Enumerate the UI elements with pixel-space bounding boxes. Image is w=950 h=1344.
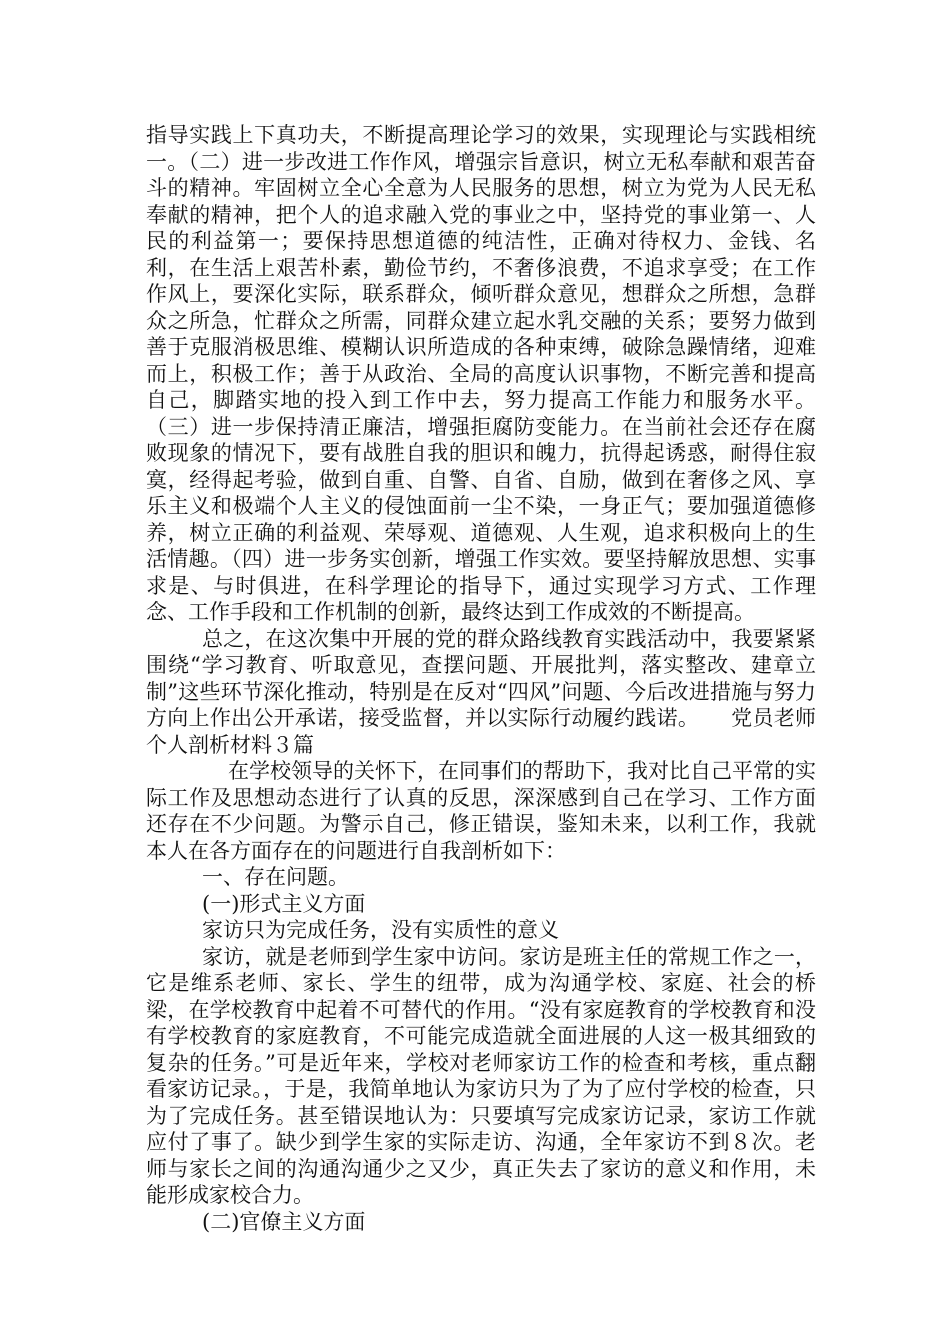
paragraph-3: 在学校领导的关怀下，在同事们的帮助下，我对比自己平常的实际工作及思想动态进行了认真的反思，深深感到自己在学习、工作方面还存在不少问题。为警示自己，修正错误，鉴知未来，以利工作，我就本人在各方面存在的问题进行自我剖析如下： [146, 759, 816, 863]
item-home-visit-title: 家访只为完成任务，没有实质性的意义 [202, 918, 559, 942]
paragraph-2: 总之，在这次集中开展的党的群众路线教育实践活动中，我要紧紧围绕“学习教育、听取意见，查摆问题、开展批判，落实整改、建章立制”这些环节深化推动，特别是在反对“四风”问题、今后改进措施与努力方向上作出公开承诺，接受监督，并以实际行动履约践诺。 党员老师个人剖析材料３篇 [146, 626, 816, 757]
subsection-heading-bureaucracy: (二)官僚主义方面 [202, 1209, 366, 1234]
subsection-heading-formalism: (一)形式主义方面 [202, 891, 366, 916]
section-heading-problems: 一、存在问题。 [202, 865, 349, 889]
paragraph-1: 指导实践上下真功夫，不断提高理论学习的效果，实现理论与实践相统一。（二）进一步改进工作作风，增强宗旨意识，树立无私奉献和艰苦奋斗的精神。牢固树立全心全意为人民服务的思想，树立为党为人民无私奉献的精神，把个人的追求融入党的事业之中，坚持党的事业第一、人民的利益第一；要保持思想道德的纯洁性，正确对待权力、金钱、名利，在生活上艰苦朴素，勤俭节约，不奢侈浪费，不追求享受；在工作作风上，要深化实际，联系群众，倾听群众意见，想群众之所想，急群众之所急，忙群众之所需，同群众建立起水乳交融的关系；要努力做到善于克服消极思维、模糊认识所造成的各种束缚，破除急躁情绪，迎难而上，积极工作；善于从政治、全局的高度认识事物，不断完善和提高自己，脚踏实地的投入到工作中去，努力提高工作能力和服务水平。（三）进一步保持清正廉洁，增强拒腐防变能力。在当前社会还存在腐败现象的情况下，要有战胜自我的胆识和魄力，抗得起诱惑，耐得住寂寞，经得起考验，做到自重、自警、自省、自励，做到在奢侈之风、享乐主义和极端个人主义的侵蚀面前一尘不染，一身正气；要加强道德修养，树立正确的利益观、荣辱观、道德观、人生观，追求积极向上的生活情趣。（四）进一步务实创新，增强工作实效。要坚持解放思想、实事求是、与时俱进，在科学理论的指导下，通过实现学习方式、工作理念、工作手段和工作机制的创新，最终达到工作成效的不断提高。 [146, 123, 816, 624]
document-body [146, 122, 816, 1235]
paragraph-home-visit: 家访，就是老师到学生家中访问。家访是班主任的常规工作之一，它是维系老师、家长、学生的纽带，成为沟通学校、家庭、社会的桥梁，在学校教育中起着不可替代的作用。“没有家庭教育的学校教育和没有学校教育的家庭教育，不可能完成造就全面进展的人这一极其细致的复杂的任务。”可是近年来，学校对老师家访工作的检查和考核，重点翻看家访记录。，于是，我简单地认为家访只为了为了应付学校的检查，只为了完成任务。甚至错误地认为：只要填写完成家访记录，家访工作就应付了事了。缺少到学生家的实际走访、沟通，全年家访不到８次。老师与家长之间的沟通沟通少之又少，真正失去了家访的意义和作用，未能形成家校合力。 [146, 944, 816, 1207]
